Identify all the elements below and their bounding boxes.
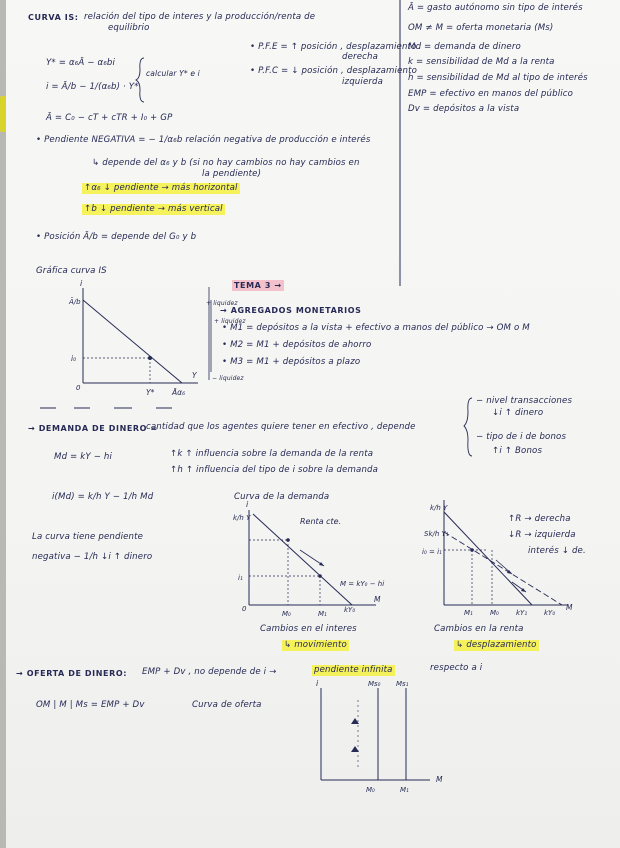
- g2-m1: M₁: [318, 610, 327, 618]
- r-izquierda: ↓R → izquierda: [508, 530, 576, 540]
- r-derecha: ↑R → derecha: [508, 514, 571, 524]
- equation-i: i = Ā/b − 1/(α₆b) · Y*: [46, 82, 139, 92]
- equation-y: Y* = α₆Ā − α₆bi: [46, 58, 116, 68]
- g3-axis-m: M: [566, 603, 573, 612]
- m1-def: • M1 = depósitos a la vista + efectivo a manos del público → OM o M: [222, 323, 530, 333]
- g2-zero: 0: [242, 605, 247, 613]
- def-a: Ā = gasto autónomo sin tipo de interés: [408, 3, 583, 13]
- k-influence: ↑k ↑ influencia sobre la demanda de la renta: [170, 449, 374, 459]
- g3-ky0: kY₀: [544, 609, 556, 617]
- g4-axis-m: M: [436, 775, 443, 784]
- demanda-side-2: − tipo de i de bonos: [476, 432, 567, 442]
- g2-mline: M = kY₀ − hi: [340, 580, 385, 588]
- m3-def: • M3 = M1 + depósitos a plazo: [222, 357, 361, 367]
- agregados-title: → AGREGADOS MONETARIOS: [220, 306, 362, 315]
- demanda-def: cantidad que los agentes quiere tener en efectivo , depende: [146, 422, 416, 432]
- is-zero: 0: [76, 384, 81, 392]
- equation-a: Ā = C₀ − cT + cTR + I₀ + GP: [46, 113, 173, 123]
- liquidez-up: + liquidez: [206, 300, 238, 307]
- g4-m1: M₁: [400, 786, 409, 794]
- pfc-line-2: izquierda: [342, 77, 384, 87]
- is-intercept: Ā/b: [69, 298, 81, 306]
- highlight-horizontal: ↑α₆ ↓ pendiente → más horizontal: [84, 183, 238, 193]
- def-md: Md = demanda de dinero: [408, 42, 521, 52]
- highlight-vertical: ↑b ↓ pendiente → más vertical: [84, 204, 223, 214]
- om-equation: OM | M | Ms = EMP + Dv: [36, 700, 145, 710]
- g4-ms0: Ms₀: [368, 680, 381, 688]
- def-emp: EMP = efectivo en manos del público: [408, 89, 574, 99]
- g4-ms1: Ms₁: [396, 680, 409, 688]
- curva-tiene: La curva tiene pendiente: [32, 532, 144, 542]
- g3-ky1: Sk/h Y₁: [424, 530, 449, 538]
- pfe-line-2: derecha: [342, 52, 379, 62]
- curva-oferta: Curva de oferta: [192, 700, 262, 710]
- g3-i0i1: i₀ = i₁: [422, 548, 442, 556]
- imd-equation: i(Md) = k/h Y − 1/h Md: [52, 492, 154, 502]
- equation-i-note: calcular Y* e i: [146, 69, 200, 78]
- curva-is-def: relación del tipo de interes y la producción/renta de: [84, 12, 316, 22]
- is-ystar: Y*: [146, 388, 155, 397]
- g3-ky1b: kY₁: [516, 609, 528, 617]
- curva-demanda-title: Curva de la demanda: [234, 492, 330, 502]
- oferta-title: → OFERTA DE DINERO:: [16, 669, 128, 678]
- m2-def: • M2 = M1 + depósitos de ahorro: [222, 340, 372, 350]
- depende-line-2: la pendiente): [202, 169, 262, 179]
- pendiente-infinita: pendiente infinita: [314, 665, 393, 675]
- negativa-line: negativa − 1/h ↓i ↑ dinero: [32, 552, 153, 562]
- h-influence: ↑h ↑ influencia del tipo de i sobre la demanda: [170, 465, 379, 475]
- liquidez-down: − liquidez: [212, 375, 244, 382]
- desplazamiento-label: ↳ desplazamiento: [456, 640, 537, 650]
- liquidez-up-2: + liquidez: [214, 318, 246, 325]
- g2-m0: M₀: [282, 610, 291, 618]
- interes-de: interés ↓ de.: [528, 546, 586, 556]
- movimiento-label: ↳ movimiento: [284, 640, 347, 650]
- grafica-label: Gráfica curva IS: [36, 266, 107, 276]
- oferta-def: EMP + Dv , no depende de i →: [142, 667, 277, 677]
- def-dv: Dv = depósitos a la vista: [408, 104, 520, 114]
- is-aag: Āα₆: [172, 388, 186, 397]
- g3-m1: M₁: [464, 609, 473, 617]
- g4-axis-i: i: [316, 679, 319, 688]
- def-om: OM ≠ M = oferta monetaria (Ms): [408, 23, 554, 33]
- def-k: k = sensibilidad de Md a la renta: [408, 57, 555, 67]
- g2-axis-m: M: [374, 595, 381, 604]
- posicion-line: • Posición Ā/b = depende del G₀ y b: [36, 232, 197, 242]
- demanda-side-2b: ↑i ↑ Bonos: [492, 446, 543, 456]
- notebook-page: [6, 0, 620, 848]
- tema3-title: TEMA 3 →: [234, 281, 282, 290]
- g2-axis-i: i: [246, 500, 249, 509]
- g4-m0: M₀: [366, 786, 375, 794]
- demanda-side-1b: ↓i ↑ dinero: [492, 408, 544, 418]
- cambios-renta: Cambios en la renta: [434, 624, 524, 634]
- pfe-line: • P.F.E = ↑ posición , desplazamiento: [250, 42, 417, 52]
- depende-line: ↳ depende del α₆ y b (si no hay cambios no hay cambios en: [92, 158, 360, 168]
- is-axis-y: Y: [192, 371, 197, 380]
- g3-kh: k/h Y: [430, 504, 448, 512]
- g2-ky0: kY₀: [344, 606, 356, 614]
- cambios-interes: Cambios en el interes: [260, 624, 357, 634]
- demanda-title: → DEMANDA DE DINERO =: [28, 424, 158, 433]
- def-h: h = sensibilidad de Md al tipo de interés: [408, 73, 588, 83]
- curva-is-def-2: equilibrio: [108, 23, 150, 33]
- md-equation: Md = kY − hi: [54, 452, 113, 462]
- pfc-line: • P.F.C = ↓ posición , desplazamiento: [250, 66, 418, 76]
- is-i0: i₀: [71, 354, 77, 363]
- is-axis-i: i: [80, 279, 83, 288]
- pendiente-line: • Pendiente NEGATIVA = − 1/α₆b relación negativa de producción e interés: [36, 135, 371, 145]
- demanda-side-1: − nivel transacciones: [476, 396, 573, 406]
- g2-i1: i₁: [238, 574, 243, 582]
- g2-renta-cte: Renta cte.: [300, 517, 342, 526]
- g2-kh: k/h Y: [233, 514, 251, 522]
- g3-m0: M₀: [490, 609, 499, 617]
- curva-is-title: CURVA IS:: [28, 13, 79, 22]
- oferta-respecto: respecto a i: [430, 663, 483, 673]
